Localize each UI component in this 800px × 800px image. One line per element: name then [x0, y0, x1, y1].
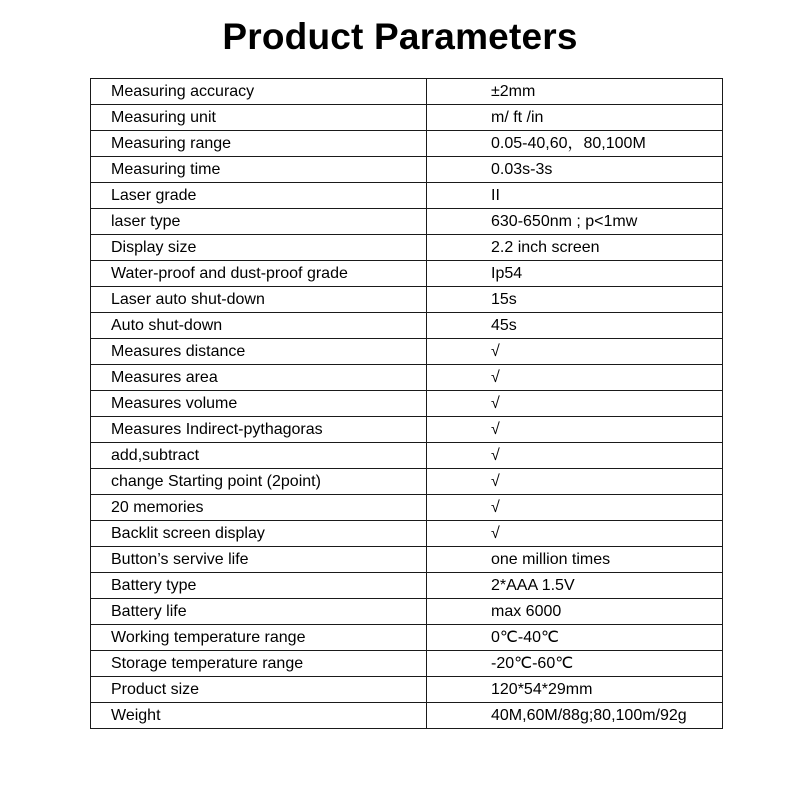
table-row [91, 417, 723, 443]
table-row [91, 157, 723, 183]
parameter-label: Display size [91, 235, 427, 261]
table-row [91, 547, 723, 573]
table-row [91, 443, 723, 469]
parameter-label: Battery type [91, 573, 427, 599]
parameter-value: √ [427, 339, 723, 365]
parameter-label: Product size [91, 677, 427, 703]
table-row [91, 391, 723, 417]
parameter-label: Measures distance [91, 339, 427, 365]
table-row [91, 703, 723, 729]
parameter-value: √ [427, 417, 723, 443]
parameter-value: √ [427, 365, 723, 391]
parameter-label: change Starting point (2point) [91, 469, 427, 495]
table-row [91, 521, 723, 547]
parameter-label: Working temperature range [91, 625, 427, 651]
parameter-value: 45s [427, 313, 723, 339]
table-row [91, 287, 723, 313]
table-row [91, 183, 723, 209]
parameter-value: one million times [427, 547, 723, 573]
parameter-value: m/ ft /in [427, 105, 723, 131]
parameter-value: 0.03s-3s [427, 157, 723, 183]
parameter-label: Measuring accuracy [91, 79, 427, 105]
parameter-label: Weight [91, 703, 427, 729]
parameter-value: 120*54*29mm [427, 677, 723, 703]
parameter-label: Measuring unit [91, 105, 427, 131]
parameters-table-body [91, 79, 723, 729]
page-title: Product Parameters [222, 16, 578, 57]
parameter-value: -20℃-60℃ [427, 651, 723, 677]
parameter-label: Laser grade [91, 183, 427, 209]
parameter-label: Storage temperature range [91, 651, 427, 677]
parameter-value: 15s [427, 287, 723, 313]
table-row [91, 365, 723, 391]
parameter-label: add,subtract [91, 443, 427, 469]
table-row [91, 599, 723, 625]
parameter-label: 20 memories [91, 495, 427, 521]
parameter-label: Backlit screen display [91, 521, 427, 547]
parameter-label: Measures volume [91, 391, 427, 417]
parameter-label: Auto shut-down [91, 313, 427, 339]
parameter-value: II [427, 183, 723, 209]
parameter-value: 2.2 inch screen [427, 235, 723, 261]
parameter-label: Measures area [91, 365, 427, 391]
parameter-value: √ [427, 469, 723, 495]
parameter-value: √ [427, 495, 723, 521]
parameter-value: Ip54 [427, 261, 723, 287]
table-row [91, 235, 723, 261]
parameter-value: 2*AAA 1.5V [427, 573, 723, 599]
parameter-value: √ [427, 443, 723, 469]
table-row [91, 469, 723, 495]
parameter-label: laser type [91, 209, 427, 235]
table-row [91, 573, 723, 599]
table-row [91, 625, 723, 651]
table-row [91, 209, 723, 235]
parameter-label: Laser auto shut-down [91, 287, 427, 313]
table-row [91, 313, 723, 339]
parameter-value: 40M,60M/88g;80,100m/92g [427, 703, 723, 729]
table-row [91, 79, 723, 105]
table-row [91, 651, 723, 677]
parameter-label: Button’s servive life [91, 547, 427, 573]
parameter-value: ±2mm [427, 79, 723, 105]
parameter-value: 0.05-40,60，80,100M [427, 131, 723, 157]
parameter-label: Measuring range [91, 131, 427, 157]
parameters-table [90, 78, 723, 729]
parameter-label: Battery life [91, 599, 427, 625]
table-row [91, 495, 723, 521]
parameter-value: 0℃-40℃ [427, 625, 723, 651]
table-row [91, 339, 723, 365]
parameter-value: max 6000 [427, 599, 723, 625]
table-row [91, 105, 723, 131]
table-row [91, 131, 723, 157]
parameter-label: Measures Indirect-pythagoras [91, 417, 427, 443]
parameter-value: 630-650nm ; p<1mw [427, 209, 723, 235]
table-row [91, 261, 723, 287]
parameter-label: Water-proof and dust-proof grade [91, 261, 427, 287]
parameter-value: √ [427, 521, 723, 547]
table-row [91, 677, 723, 703]
parameter-label: Measuring time [91, 157, 427, 183]
parameter-value: √ [427, 391, 723, 417]
